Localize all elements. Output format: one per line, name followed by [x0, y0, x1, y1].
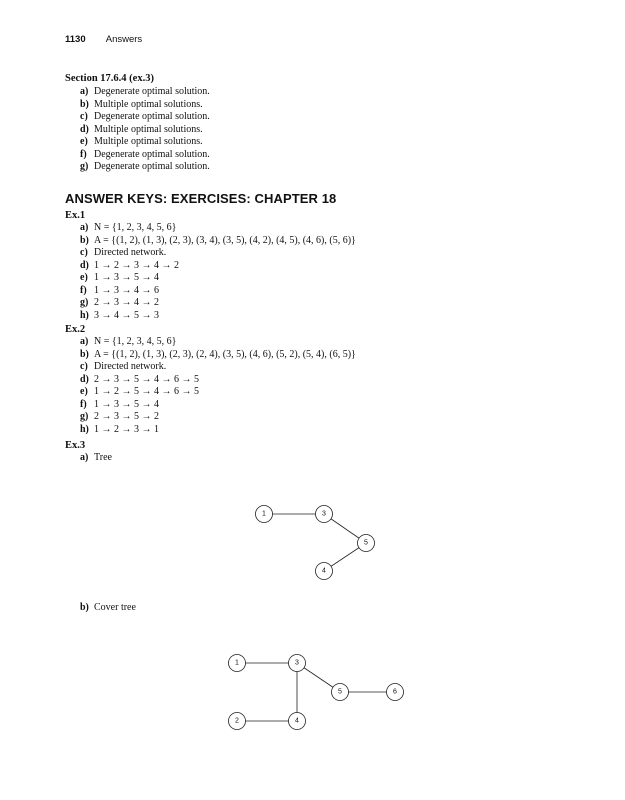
list-item: g) Degenerate optimal solution.	[80, 161, 210, 172]
running-title: Answers	[105, 34, 143, 45]
svg-text:1: 1	[262, 510, 266, 518]
svg-text:3: 3	[322, 510, 326, 518]
list-item: d) 1 → 2 → 3 → 4 → 2	[80, 259, 179, 271]
list-item: f) Degenerate optimal solution.	[80, 148, 210, 160]
svg-text:5: 5	[364, 539, 368, 547]
list-item: g) 2 → 3 → 5 → 2	[80, 411, 159, 422]
list-item: h) 1 → 2 → 3 → 1	[80, 423, 159, 435]
list-item: a) Degenerate optimal solution.	[80, 86, 210, 97]
ex2-title: Ex.2	[65, 324, 86, 335]
list-item: a) N = {1, 2, 3, 4, 5, 6}	[80, 222, 177, 233]
list-item: c) Degenerate optimal solution.	[80, 111, 210, 122]
list-item: f) 1 → 3 → 5 → 4	[80, 398, 159, 410]
ex3-part-a: a) Tree	[80, 452, 112, 463]
list-item: g) 2 → 3 → 4 → 2	[80, 297, 159, 308]
list-item: d) 2 → 3 → 5 → 4 → 6 → 5	[80, 373, 199, 385]
list-item: c) Directed network.	[80, 361, 167, 372]
cover-tree-node	[289, 713, 306, 730]
list-item: e) 1 → 2 → 5 → 4 → 6 → 5	[80, 386, 199, 397]
chapter-heading: ANSWER KEYS: EXERCISES: CHAPTER 18	[65, 191, 337, 206]
list-item: c) Directed network.	[80, 247, 167, 258]
svg-text:4: 4	[295, 717, 299, 725]
ex1-title: Ex.1	[65, 210, 86, 221]
svg-text:3: 3	[295, 659, 299, 667]
list-item: d) Multiple optimal solutions.	[80, 123, 203, 135]
section-title: Section 17.6.4 (ex.3)	[65, 73, 154, 84]
cover-tree-node	[332, 684, 349, 701]
ex3-title: Ex.3	[65, 440, 86, 451]
cover-tree-node	[229, 713, 246, 730]
list-item: b) A = {(1, 2), (1, 3), (2, 3), (3, 4), (3, 5), (4, 2), (4, 5), (4, 6), (5, 6)}	[80, 234, 356, 246]
svg-text:5: 5	[338, 688, 342, 696]
list-item: b) Multiple optimal solutions.	[80, 98, 203, 110]
list-item: b) A = {(1, 2), (1, 3), (2, 3), (2, 4), (3, 5), (4, 6), (5, 2), (5, 4), (6, 5)}	[80, 348, 356, 360]
svg-text:2: 2	[235, 717, 239, 725]
page-number: 1130	[65, 34, 86, 45]
list-item: e) Multiple optimal solutions.	[80, 136, 203, 147]
list-item: e) 1 → 3 → 5 → 4	[80, 272, 159, 283]
list-item: a) N = {1, 2, 3, 4, 5, 6}	[80, 336, 177, 347]
svg-text:6: 6	[393, 688, 397, 696]
svg-text:1: 1	[235, 659, 239, 667]
svg-text:4: 4	[322, 567, 326, 575]
cover-tree-node	[289, 655, 306, 672]
cover-tree-node	[229, 655, 246, 672]
list-item: f) 1 → 3 → 4 → 6	[80, 284, 159, 296]
cover-tree-node	[387, 684, 404, 701]
list-item: h) 3 → 4 → 5 → 3	[80, 309, 159, 321]
ex3-part-b: b) Cover tree	[80, 602, 136, 613]
